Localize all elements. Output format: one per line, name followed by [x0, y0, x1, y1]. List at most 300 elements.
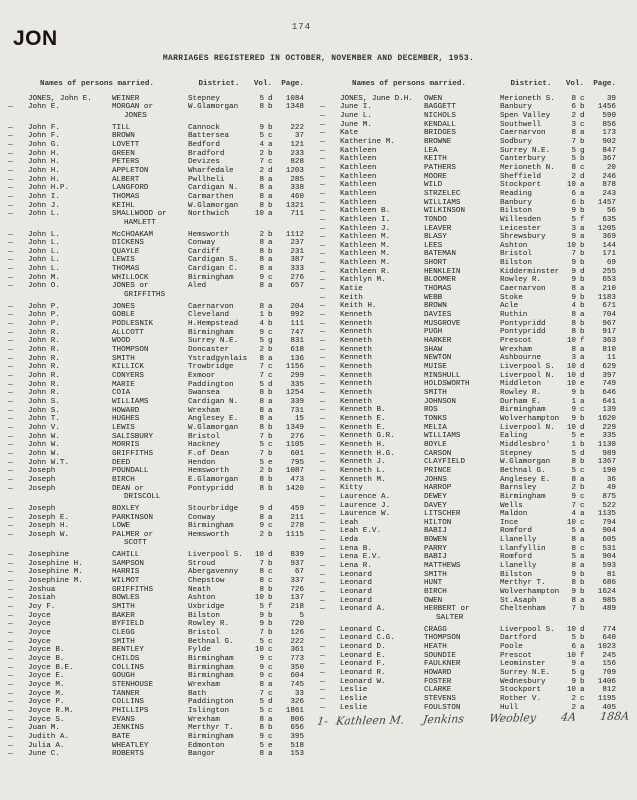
district: Reading — [500, 189, 532, 198]
page-reference: 210 — [602, 285, 616, 294]
district: Battersea — [188, 132, 230, 141]
table-row — [6, 424, 318, 433]
page-reference: 806 — [290, 715, 304, 724]
volume-letter: a — [268, 354, 273, 363]
page-reference: 1457 — [597, 198, 616, 207]
volume-number: 9 — [259, 273, 264, 282]
volume-number: 10 — [254, 594, 264, 603]
volume-number: 5 — [571, 155, 576, 164]
person-name: John O. — [28, 282, 60, 291]
person-name: Joseph H. — [28, 522, 70, 531]
volume-letter: d — [580, 625, 585, 634]
table-row — [6, 398, 318, 407]
volume-letter: b — [268, 149, 273, 158]
spouse-surname: HARKER — [424, 337, 452, 346]
district: Wrexham — [188, 680, 220, 689]
page-reference: 904 — [602, 553, 616, 562]
district: Leicester — [500, 224, 542, 233]
spouse-surname: SMITH — [112, 603, 135, 612]
page-reference: 173 — [602, 129, 616, 138]
district: W.Glamorgan — [500, 458, 551, 467]
district: Paddington — [188, 380, 234, 389]
volume-letter: a — [580, 562, 585, 571]
person-name: John L. — [28, 239, 60, 248]
ditto-dash: — — [320, 224, 325, 233]
spouse-surname: THOMPSON — [424, 634, 461, 643]
ditto-dash: — — [8, 282, 13, 291]
table-row — [318, 95, 630, 104]
table-row — [318, 510, 630, 519]
volume-number: 8 — [259, 577, 264, 586]
spouse-surname: CLARKE — [424, 686, 452, 695]
district: Hackney — [188, 441, 220, 450]
table-row — [6, 646, 318, 655]
table-row — [6, 522, 318, 531]
page-reference: 246 — [602, 172, 616, 181]
page-reference: 1130 — [597, 440, 616, 449]
spouse-surname-line2: GRIFFITHS — [124, 291, 166, 300]
table-row — [6, 577, 318, 586]
page-reference: 774 — [602, 625, 616, 634]
volume-letter: a — [580, 233, 585, 242]
volume-number: 8 — [571, 544, 576, 553]
volume-letter: c — [268, 637, 273, 646]
person-name: Kenneth H.G. — [340, 449, 395, 458]
page-reference: 278 — [290, 522, 304, 531]
ditto-dash: — — [8, 698, 13, 707]
table-row — [6, 141, 318, 150]
page-reference: 190 — [602, 466, 616, 475]
page-reference: 531 — [602, 544, 616, 553]
table-row — [6, 450, 318, 459]
spouse-surname: JOHNSON — [424, 397, 456, 406]
district: Acle — [500, 302, 519, 311]
ditto-dash: — — [320, 380, 325, 389]
volume-number: 8 — [259, 724, 264, 733]
volume-letter: b — [268, 629, 273, 638]
page-reference: 989 — [602, 449, 616, 458]
spouse-surname: LANGFORD — [112, 184, 149, 193]
district: Birmingham — [500, 492, 546, 501]
district: Bradford — [188, 149, 225, 158]
volume-number: 5 — [571, 527, 576, 536]
person-name: Kenneth — [340, 388, 372, 397]
district: Wrexham — [188, 715, 220, 724]
page-reference: 276 — [290, 273, 304, 282]
page-reference: 237 — [290, 239, 304, 248]
ditto-dash: — — [8, 741, 13, 750]
volume-number: 2 — [259, 166, 264, 175]
page-reference: 405 — [602, 703, 616, 712]
table-row — [318, 643, 630, 652]
spouse-surname: TONDO — [424, 215, 447, 224]
volume-number: 5 — [259, 337, 264, 346]
person-name: Joseph E. — [28, 513, 70, 522]
volume-letter: g — [268, 337, 273, 346]
volume-letter: b — [580, 207, 585, 216]
person-name: Kenneth — [340, 328, 372, 337]
table-row — [6, 629, 318, 638]
page-reference: 1861 — [285, 706, 304, 715]
district: Shrewsbury — [500, 233, 546, 242]
ditto-dash: — — [320, 328, 325, 337]
volume-number: 6 — [571, 198, 576, 207]
volume-number: 8 — [571, 129, 576, 138]
district: Banbury — [500, 103, 532, 112]
table-row — [318, 372, 630, 381]
ditto-dash: — — [320, 703, 325, 712]
table-row — [318, 398, 630, 407]
spouse-surname: HENKLEIN — [424, 267, 461, 276]
page-reference: 590 — [602, 111, 616, 120]
volume-letter: b — [268, 475, 273, 484]
volume-number: 8 — [259, 715, 264, 724]
district: Llanelly — [500, 536, 537, 545]
page-reference: 367 — [602, 155, 616, 164]
district: W.Glamorgan — [188, 423, 239, 432]
district: Anglesey E. — [188, 415, 239, 424]
volume-number: 10 — [566, 625, 576, 634]
volume-number: 9 — [571, 677, 576, 686]
page-reference: 156 — [602, 660, 616, 669]
volume-number: 7 — [259, 158, 264, 167]
page-reference: 847 — [602, 146, 616, 155]
volume-letter: d — [268, 551, 273, 560]
person-name: Katie — [340, 285, 363, 294]
ditto-dash: — — [8, 611, 13, 620]
page-reference: 153 — [290, 750, 304, 759]
person-name: John L. — [28, 265, 60, 274]
ditto-dash: — — [8, 372, 13, 380]
ditto-dash: — — [320, 111, 325, 120]
volume-letter: b — [580, 293, 585, 302]
district: Bangor — [188, 750, 216, 759]
volume-number: 9 — [571, 414, 576, 423]
district: Bilston — [500, 259, 532, 268]
page-reference: 794 — [602, 518, 616, 527]
ditto-dash: — — [320, 345, 325, 354]
volume-letter: d — [580, 371, 585, 380]
volume-number: 8 — [259, 247, 264, 256]
person-name: Kenneth — [340, 371, 372, 380]
ditto-dash: — — [320, 536, 325, 545]
spouse-surname: PRINCE — [424, 466, 452, 475]
page-reference: 1183 — [597, 293, 616, 302]
spouse-surname-line2: DRISCOLL — [124, 493, 161, 502]
volume-letter: a — [580, 553, 585, 562]
volume-letter: b — [268, 103, 273, 112]
volume-number: 8 — [571, 311, 576, 320]
ditto-dash: — — [320, 668, 325, 677]
volume-letter: b — [580, 579, 585, 588]
spouse-surname: OWEN — [424, 94, 443, 103]
volume-number: 9 — [571, 207, 576, 216]
person-name: Kathleen — [340, 172, 377, 181]
volume-number: 8 — [259, 256, 264, 265]
person-name: Kathleen I. — [340, 215, 391, 224]
volume-number: 8 — [259, 397, 264, 406]
volume-letter: c — [580, 694, 585, 703]
district: Stepney — [188, 94, 220, 103]
district: Stroud — [188, 559, 216, 568]
page-reference: 657 — [290, 282, 304, 291]
page-reference: 67 — [294, 568, 304, 577]
district: Ystradgynlais — [188, 354, 248, 363]
volume-number: 8 — [571, 163, 576, 172]
person-name: Kitty — [340, 484, 363, 493]
district: Islington — [188, 706, 230, 715]
district: Devizes — [188, 158, 220, 167]
table-row — [318, 536, 630, 545]
spouse-surname: WEINER — [112, 94, 140, 103]
district: Birmingham — [188, 655, 234, 663]
volume-number: 3 — [571, 120, 576, 129]
page-reference: 992 — [290, 311, 304, 320]
page-reference: 726 — [290, 585, 304, 594]
table-row — [6, 672, 318, 681]
page-reference: 459 — [290, 504, 304, 513]
district: Edmonton — [188, 741, 225, 750]
page-reference: 618 — [290, 346, 304, 355]
volume-letter: a — [268, 184, 273, 193]
page-reference: 20 — [606, 163, 616, 172]
volume-number: 8 — [259, 192, 264, 201]
person-name: John F. — [28, 123, 60, 132]
district: Birmingham — [188, 663, 234, 672]
district: Swansea — [188, 389, 220, 398]
page-reference: 1620 — [597, 414, 616, 423]
volume-letter: a — [268, 282, 273, 291]
volume-letter: b — [268, 484, 273, 493]
spouse-surname: PETERS — [112, 158, 140, 167]
page-reference: 255 — [602, 267, 616, 276]
ditto-dash: — — [8, 603, 13, 612]
volume-number: 9 — [571, 233, 576, 242]
spouse-surname: BABIJ — [424, 527, 447, 536]
spouse-surname: BABIJ — [424, 553, 447, 562]
page-reference: 1456 — [597, 103, 616, 112]
district: Chepstow — [188, 577, 225, 586]
spouse-surname: GOBLE — [112, 311, 135, 320]
person-name: Leonard R. — [340, 668, 386, 677]
spouse-surname: EVANS — [112, 715, 135, 724]
page-reference: 773 — [290, 655, 304, 663]
ditto-dash: — — [320, 129, 325, 138]
person-name: Leda — [340, 536, 359, 545]
district: Uxbridge — [188, 603, 225, 612]
spouse-surname: BYFIELD — [112, 620, 144, 629]
district: Pontypridd — [500, 328, 546, 337]
volume-letter: b — [580, 250, 585, 259]
ditto-dash: — — [320, 215, 325, 224]
district: E.Glamorgan — [188, 475, 239, 484]
spouse-surname: HARRIS — [112, 568, 140, 577]
table-row — [6, 655, 318, 664]
volume-number: 10 — [254, 551, 264, 560]
spouse-surname: HOLDSWORTH — [424, 380, 470, 389]
spouse-surname: FOULSTON — [424, 703, 461, 712]
page-reference: 218 — [290, 603, 304, 612]
volume-number: 10 — [566, 181, 576, 190]
ditto-dash: — — [8, 230, 13, 239]
volume-letter: b — [268, 389, 273, 398]
volume-number: 8 — [571, 458, 576, 467]
district: Aled — [188, 282, 207, 291]
ditto-dash: — — [8, 655, 13, 663]
volume-letter: c — [580, 120, 585, 129]
person-name: JONES, June D.H. — [340, 94, 413, 103]
ditto-dash: — — [320, 596, 325, 605]
page-reference: 522 — [602, 501, 616, 510]
ditto-dash: — — [8, 724, 13, 733]
person-name: Kenneth H. — [340, 440, 386, 449]
spouse-surname: DICKENS — [112, 239, 144, 248]
person-name: John T. — [28, 415, 60, 424]
page-reference: 285 — [290, 175, 304, 184]
spouse-surname: HERBERT or SALTER — [424, 605, 500, 622]
spouse-surname: KILLICK — [112, 363, 144, 372]
table-row — [6, 320, 318, 329]
ditto-dash: — — [8, 423, 13, 432]
ditto-dash: — — [320, 634, 325, 643]
table-row — [6, 167, 318, 176]
person-name: Joyce M. — [28, 680, 65, 689]
volume-letter: a — [580, 596, 585, 605]
person-name: June L. — [340, 111, 372, 120]
person-name: Kathleen — [340, 198, 377, 207]
page-reference: 749 — [602, 380, 616, 389]
ditto-dash: — — [320, 120, 325, 129]
page-reference: 1135 — [597, 510, 616, 519]
table-row — [6, 311, 318, 320]
ditto-dash: — — [320, 466, 325, 475]
district: Bristol — [188, 432, 220, 441]
volume-number: 10 — [566, 241, 576, 250]
table-row — [318, 502, 630, 511]
ditto-dash: — — [8, 140, 13, 149]
person-name: Kathlyn M. — [340, 276, 386, 285]
page-reference: 1087 — [285, 467, 304, 476]
ditto-dash: — — [8, 467, 13, 476]
spouse-surname: NICHOLS — [424, 111, 456, 120]
spouse-surname: PODLESNIK — [112, 320, 154, 329]
volume-letter: b — [580, 388, 585, 397]
page-reference: 338 — [290, 184, 304, 193]
district: W.Glamorgan — [188, 201, 239, 210]
table-row — [318, 441, 630, 450]
person-name: John S. — [28, 397, 60, 406]
volume-number: 5 — [259, 132, 264, 141]
spouse-surname: WILMOT — [112, 577, 140, 586]
volume-number: 2 — [259, 530, 264, 539]
volume-letter: c — [268, 372, 273, 380]
district: Abergavenny — [188, 568, 239, 577]
page-reference: 917 — [602, 328, 616, 337]
page-reference: 333 — [290, 265, 304, 274]
ditto-dash: — — [320, 250, 325, 259]
volume-letter: f — [268, 603, 273, 612]
page-reference: 601 — [290, 449, 304, 458]
person-name: Leslie — [340, 686, 368, 695]
person-name: Lena B. — [340, 544, 372, 553]
district: Surrey N.E. — [500, 668, 551, 677]
spouse-surname: STRZELEC — [424, 189, 461, 198]
district: Cleveland — [188, 311, 230, 320]
volume-letter: a — [268, 265, 273, 274]
ditto-dash: — — [320, 337, 325, 346]
district: Canterbury — [500, 155, 546, 164]
ditto-dash: — — [320, 423, 325, 432]
spouse-surname: PARKINSON — [112, 513, 154, 522]
person-name: Kathleen M. — [340, 259, 391, 268]
ditto-dash: — — [8, 406, 13, 415]
handwritten-surname: Jenkins — [422, 712, 465, 727]
ditto-dash: — — [8, 680, 13, 689]
spouse-surname-line2: SALTER — [436, 614, 464, 623]
volume-letter: b — [268, 620, 273, 629]
table-row — [6, 407, 318, 416]
table-row — [318, 103, 630, 112]
person-name: Leah — [340, 518, 359, 527]
table-row — [318, 173, 630, 182]
page-reference: 828 — [290, 158, 304, 167]
spouse-surname: HUNT — [424, 579, 443, 588]
volume-number: 9 — [259, 123, 264, 132]
ditto-dash: — — [8, 103, 13, 112]
person-name: Leah E.V. — [340, 527, 382, 536]
spouse-surname: HILTON — [424, 518, 452, 527]
volume-number: 9 — [571, 492, 576, 501]
handwritten-name: Kathleen M. — [335, 713, 406, 728]
person-name: John L. — [28, 210, 60, 219]
volume-number: 7 — [259, 559, 264, 568]
volume-letter: d — [580, 449, 585, 458]
volume-number: 5 — [259, 458, 264, 467]
table-row — [318, 467, 630, 476]
person-name: Kathleen — [340, 189, 377, 198]
ditto-dash: — — [8, 750, 13, 759]
district: Stepney — [500, 449, 532, 458]
page-reference: 211 — [290, 513, 304, 522]
volume-letter: g — [580, 668, 585, 677]
table-row — [318, 354, 630, 363]
ditto-dash: — — [8, 123, 13, 132]
volume-number: 8 — [259, 265, 264, 274]
volume-number: 8 — [259, 568, 264, 577]
volume-number: 8 — [259, 201, 264, 210]
volume-letter: c — [268, 273, 273, 282]
volume-number: 5 — [571, 432, 576, 441]
person-name: Joyce — [28, 637, 51, 646]
volume-number: 5 — [259, 94, 264, 103]
person-name: June M. — [340, 120, 372, 129]
district: Ashbourne — [500, 354, 542, 363]
ditto-dash: — — [320, 103, 325, 112]
spouse-surname: THOMPSON — [112, 346, 149, 355]
volume-letter: a — [580, 311, 585, 320]
district: Stourbridge — [188, 504, 239, 513]
person-name: John P. — [28, 320, 60, 329]
volume-number: 5 — [259, 706, 264, 715]
left-rows — [6, 95, 318, 759]
volume-letter: c — [268, 689, 273, 698]
header-vol: Vol. — [253, 80, 273, 88]
person-name: Laurence W. — [340, 510, 391, 519]
volume-letter: a — [580, 224, 585, 233]
district: H.Hempstead — [188, 320, 239, 329]
spouse-surname: LEWIS — [112, 423, 135, 432]
page-reference: 731 — [290, 406, 304, 415]
